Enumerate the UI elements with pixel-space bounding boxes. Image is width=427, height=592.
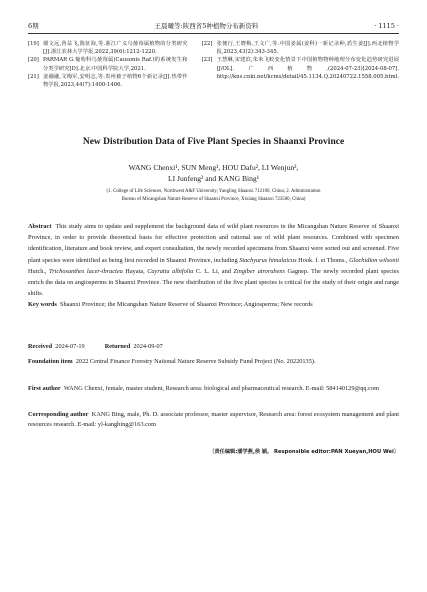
abstract-text: Hutch., [28,267,50,275]
abstract-text: Hook. f. et Thoms., [296,256,350,264]
reference-text: PARMAR G.葡萄科乌蔹莓属(Causonis Raf.)的系统发生和分类学研究[D].北京:中国科学院大学,2021. [43,57,188,72]
reference-text: 王慧琳,宋建滨,朱米飞蛟变化情景下中国植物物种地理分布变化趋势研究进展[J/OL].广西植物,(2024-07-23)[2024-08-07]. http://kns.cnki.net/kcms/detail/45.1134.Q.20240722.1558.005.html. [216,57,400,80]
author-line: WANG Chenxi¹, SUN Meng¹, HOU Dafu², LI Wenjun², [128,163,299,172]
reference-text: 谢文远,鲁益飞,陈征海,等.浙江广义乌蔹莓属植物的分类研究[J].浙江农林大学学报,2022,39(6):1212-1220. [43,41,188,56]
abstract [28,221,399,311]
reference-number: [22] [201,41,213,47]
reference-text: 张便行,王晓梅,王文广,等.中国姜属(姜科)一新记录种,盾生姜[J].西北植物学报,2023,43(2):343-345. [216,41,399,56]
species-name: Stachyurus himalaicus [239,256,297,264]
issue-number: 6期 [28,22,39,30]
affiliation [44,188,383,203]
corresponding-author-text: KANG Bing, male, Ph. D. associate professor, master supervisor, Research area: forest ecosystem management and plant resources research. E-mail: yl-kangbing@163.com [28,411,399,429]
affiliation-line: Bureau of Micangshan Nature Reserve of Shaanxi Province, Xixiang Shaanxi 723500, China) [121,196,306,202]
abstract-text: Hayata, [122,267,148,275]
funding-note [28,357,399,367]
abstract-label: Abstract [28,223,52,230]
reference-item [28,56,188,72]
species-name: Glochidion wilsonii [349,256,399,264]
reference-item [28,73,188,89]
page-number: · 1115 · [374,22,399,30]
reference-item [202,40,399,56]
abstract-text: Gagnep. The newly recorded plant species enrich the data on angiosperms in Shaanxi Province. The new distribution of the five plant species is critical for the study of their origin and range shifts. [28,267,399,298]
first-author-label: First author [28,385,61,392]
species-name: Trichosanthes lacer-ibractea [49,267,123,275]
first-author-text: WANG Chenxi, female, master student, Research area: biological and pharmaceutical research. E-mail: 584140129@qq.com [63,385,379,392]
reference-number: [19] [28,41,39,47]
species-name: Cayratia albifolia [147,267,194,275]
first-author-note [28,384,399,394]
funding-text: 2022 Central Finance Forestry National Nature Reserve Subsidy Fund Project (No. 20220135). [75,358,316,365]
header-rule [28,33,399,34]
reference-text: 姜融融,文梅军,安明志,等.贵州被子植物6个新记录[J].热带作物学报,2023,44(7):1400-1406. [43,73,188,89]
article-dates [28,342,399,352]
reference-column-right [202,40,399,89]
paper-title: New Distribution Data of Five Plant Species in Shaanxi Province [82,137,345,147]
reference-item [202,56,399,81]
received-date: 2024-07-19 [55,343,85,350]
affiliation-line: (1. College of Life Sciences, Northwest A&F University, Yangling Shaanxi 712100, China; 2. Administration [106,189,321,194]
keywords-text: Shaanxi Province; the Micangshan Nature Reserve of Shaanxi Province; Angiosperms; New records [60,301,313,309]
keywords-label: Key words [28,301,57,309]
author-list [48,162,379,184]
species-name: Zingiber atrorubens [233,267,285,275]
reference-number: [23] [201,57,213,64]
abstract-text: This study aims to update and supplement the background data of wild plant resources in the Micangshan Nature Reserve of Shaanxi Province, in order to provide theoretical basis for effective protection and rational use of wild plant resources. Combined with specimen identification, literature and book review, and expert consultation, the newly recorded specimens from Shaanxi were sorted out and screened. Five plant species were identified as being first recorded in Shaanxi Province, including [28,223,399,264]
running-title: 王晨曦等:陕西省5种植物分布新资料 [154,22,259,30]
returned-label: Returned [104,343,131,350]
reference-number: [21] [28,73,39,80]
abstract-text: C. L. Li, and [193,267,234,275]
funding-label: Foundation item [28,358,73,365]
returned-date: 2024-09-07 [133,343,163,350]
running-header [28,22,399,30]
responsible-editor: 〔责任编辑:潘学燕,侯 颖。 Responsible editor:PAN Xueyan,HOU Wei〕 [209,449,399,455]
reference-list [28,40,399,89]
corresponding-author-note [28,410,399,431]
reference-number: [20] [28,57,39,64]
reference-item [28,40,188,56]
author-line: LI Junfeng² and KANG Bing¹ [167,174,260,183]
corresponding-author-label: Corresponding author [28,411,89,418]
received-label: Received [28,343,53,350]
reference-column-left [28,40,188,89]
